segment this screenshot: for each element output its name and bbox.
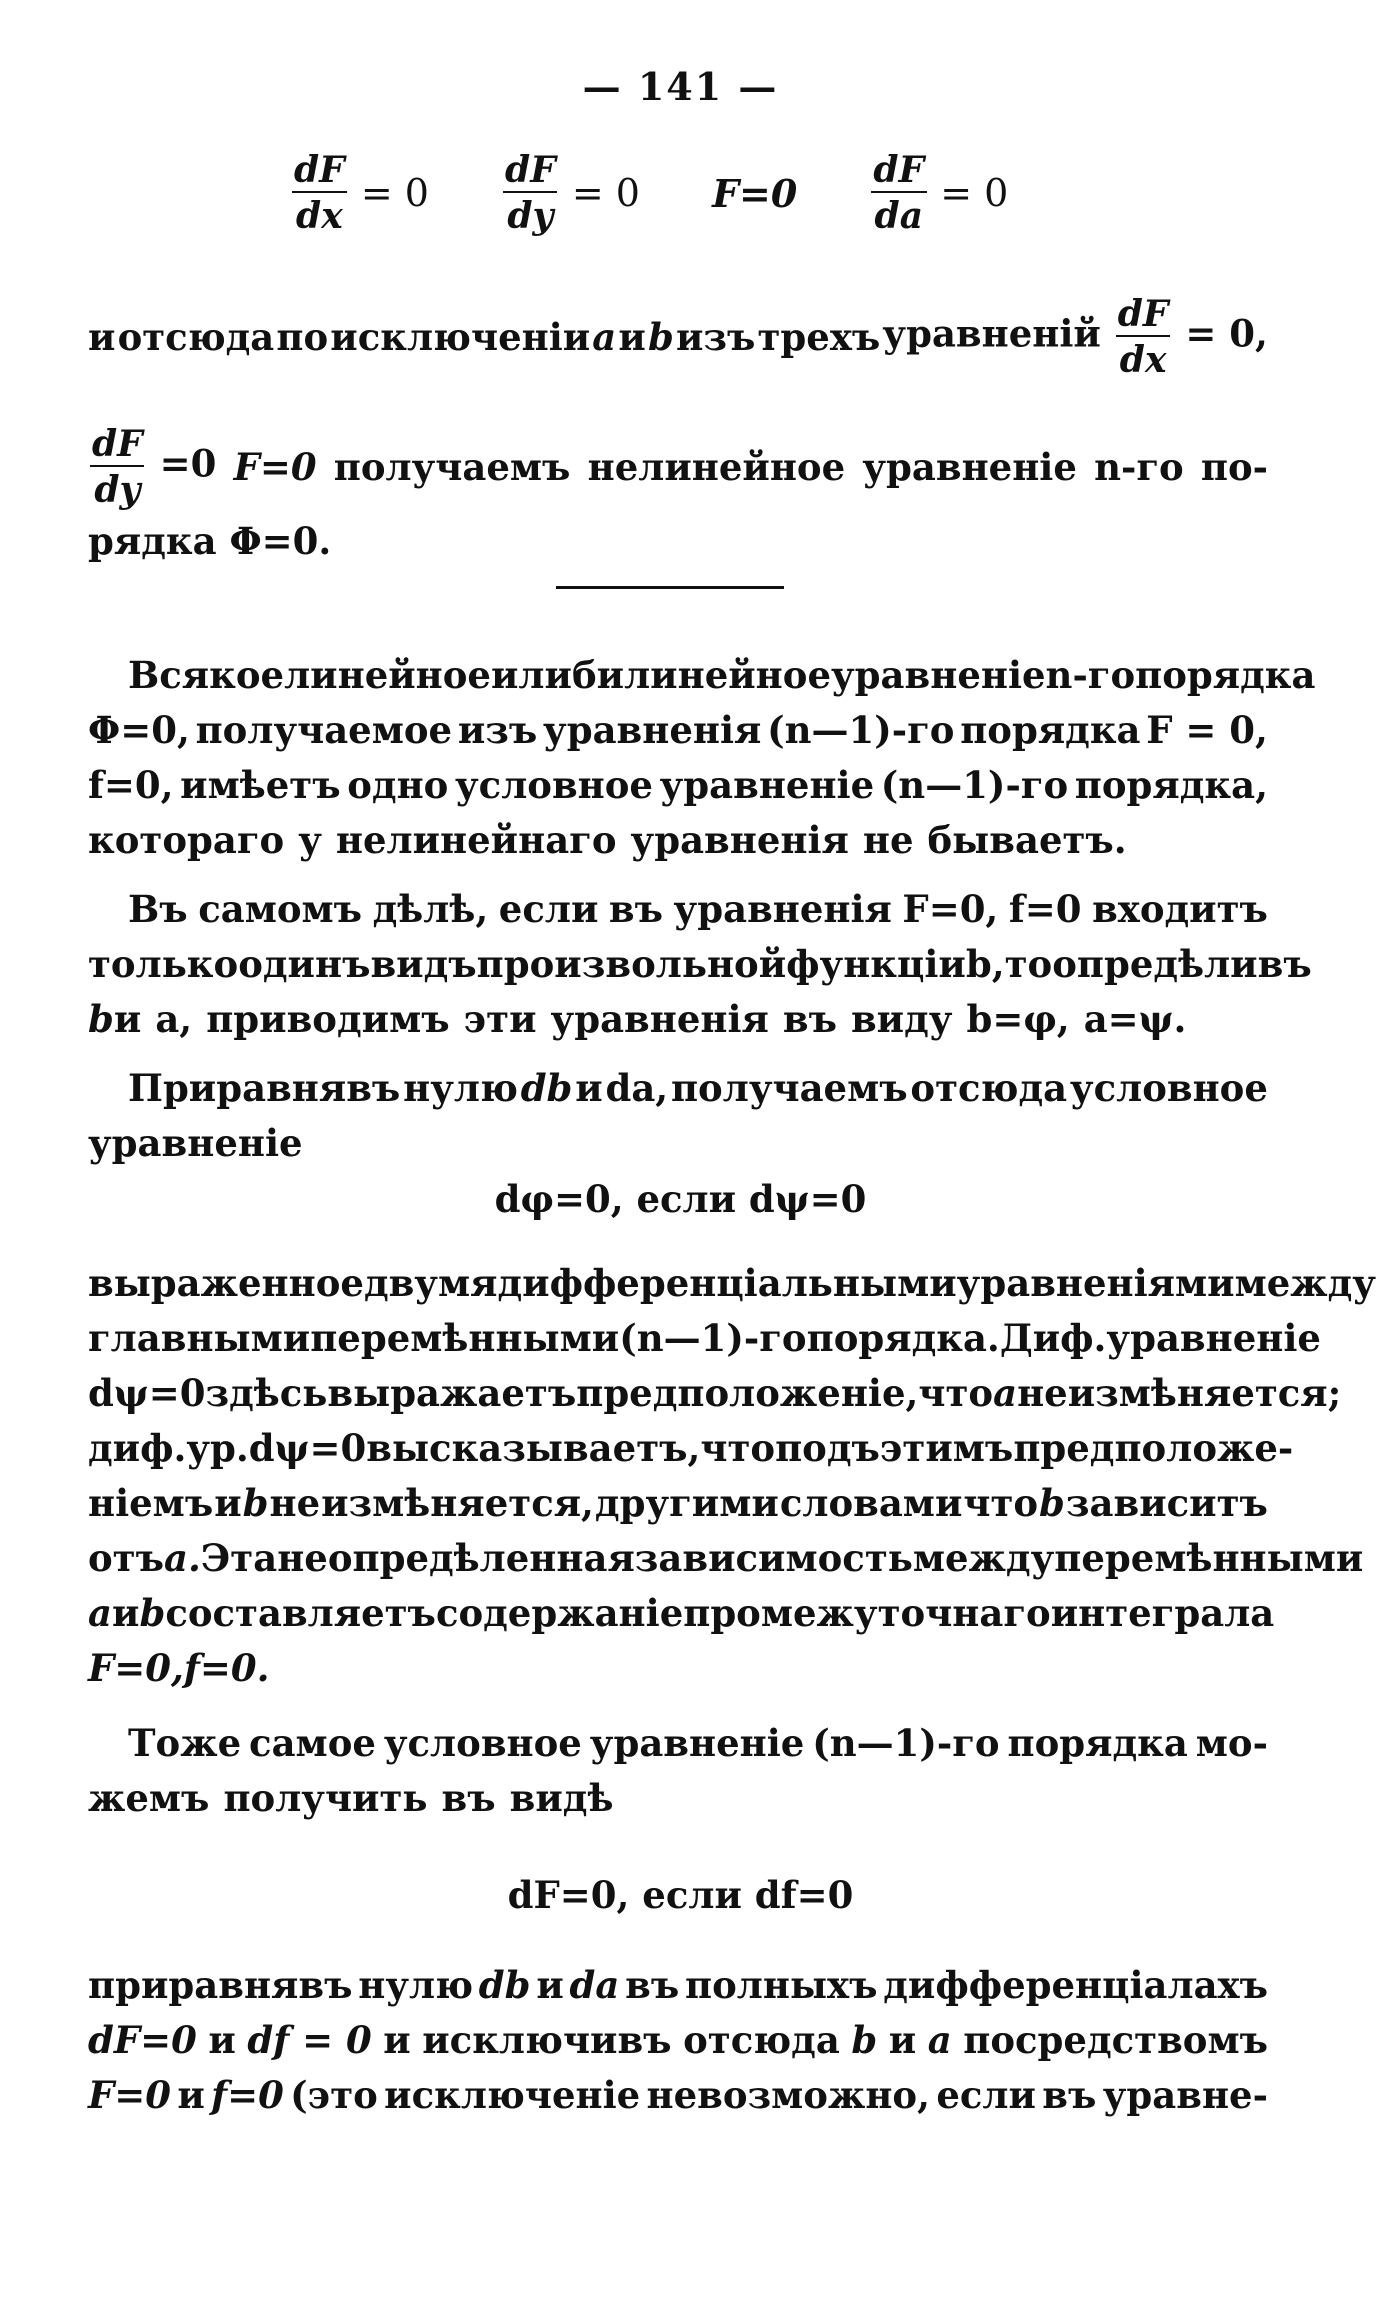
text-token: предположе- — [1013, 1426, 1294, 1470]
text-token: приравнявъ — [88, 1963, 353, 2007]
text-token: dy — [503, 191, 557, 234]
text-token: a=ψ. — [1083, 997, 1187, 1041]
text-token: условное — [454, 763, 653, 807]
text-token: уравненія — [550, 997, 769, 1041]
text-token: получаемъ — [670, 1066, 908, 1110]
text-token: b — [647, 315, 674, 359]
text-token: порядка — [960, 708, 1141, 752]
text-token: полныхъ — [685, 1963, 878, 2007]
fraction-dF-dx-inline — [1114, 293, 1173, 381]
text-token: da — [569, 1963, 620, 2007]
text-token: произвольной — [476, 942, 787, 986]
text-token: отсюда — [117, 315, 275, 359]
fraction-dF-da — [869, 149, 928, 237]
text-token: Φ=0, — [88, 708, 190, 752]
equation-term: = 0 — [940, 171, 1009, 215]
text-token: Эта — [200, 1536, 278, 1580]
text-token: a — [993, 1371, 1018, 1415]
text-token: уравненій — [882, 311, 1101, 356]
para4-line-4 — [88, 1421, 1294, 1475]
text-token: интеграла — [1050, 1591, 1275, 1635]
text-token: a, — [155, 997, 193, 1041]
text-token: F=0 — [233, 445, 317, 489]
para1-line-3 — [88, 758, 1268, 812]
para6-line-2 — [88, 2013, 1268, 2067]
text-token: f=0, — [88, 763, 174, 807]
text-token: Диф. — [999, 1316, 1107, 1360]
text-token: изъ — [675, 315, 756, 359]
equation-term: = 0 — [571, 171, 640, 215]
text-token: опредѣливъ — [1052, 942, 1312, 986]
text-token: и — [111, 1591, 140, 1635]
para3-line-2 — [88, 1116, 1268, 1170]
para4-line-7 — [88, 1586, 1275, 1640]
text-token: db — [478, 1963, 531, 2007]
text-token: (это — [290, 2073, 378, 2117]
text-token: исключеніи — [330, 315, 591, 359]
text-token: бываетъ. — [927, 818, 1127, 862]
text-token: b — [88, 997, 114, 1041]
text-token: не — [269, 1481, 321, 1525]
text-token: между — [912, 1536, 1055, 1580]
text-token: въ — [782, 997, 837, 1041]
para5-line-2 — [88, 1771, 1268, 1825]
text-token: въ — [608, 887, 664, 931]
text-token: посредствомъ — [963, 2018, 1268, 2062]
text-token: порядка — [1135, 653, 1316, 697]
page-number: — 141 — — [582, 64, 779, 109]
text-token: получаемъ — [333, 445, 571, 489]
text-token: отъ — [88, 1536, 164, 1580]
para5-line-1 — [128, 1716, 1268, 1770]
text-token: отсюда — [910, 1066, 1068, 1110]
text-token: невозможно, — [646, 2073, 930, 2117]
text-token: подъ — [775, 1426, 880, 1470]
text-token: уравненіями — [956, 1261, 1235, 1305]
text-token: уравненіе — [831, 653, 1046, 697]
text-token: дифференціалахъ — [883, 1963, 1268, 2007]
text-token: и — [113, 997, 142, 1041]
text-token: и — [383, 2018, 411, 2062]
text-token: другими — [594, 1481, 779, 1525]
text-token: дѣлѣ, — [372, 887, 489, 931]
text-token: изъ — [457, 708, 538, 752]
text-token: предположеніе, — [576, 1371, 919, 1415]
text-token: db — [520, 1066, 573, 1110]
text-token: dx — [1116, 335, 1171, 378]
para4-line-3 — [88, 1366, 1342, 1420]
text-token: то — [1004, 942, 1053, 986]
intro-line-2 — [88, 423, 1268, 511]
text-token: отсюда — [683, 2018, 840, 2062]
text-token: этимъ — [879, 1426, 1014, 1470]
text-token: нулю — [403, 1066, 518, 1110]
text-token: что — [918, 1371, 994, 1415]
text-token: если — [936, 2073, 1036, 2117]
text-token: что — [700, 1426, 776, 1470]
text-token: условное — [1069, 1066, 1268, 1110]
text-token: главными — [88, 1316, 311, 1360]
text-token: словами — [779, 1481, 963, 1525]
text-token: и — [88, 315, 116, 359]
text-token: и — [208, 2018, 236, 2062]
text-token: da — [871, 191, 928, 234]
fraction-dF-dy-inline — [88, 423, 147, 511]
text-token: одинъ — [238, 942, 371, 986]
text-token: исключивъ — [422, 2018, 672, 2062]
text-token: исключеніе — [384, 2073, 641, 2117]
equation-term: F=0 — [712, 170, 798, 216]
text-token: (n—1)-го — [880, 763, 1069, 807]
text-token: измѣняется; — [1067, 1371, 1342, 1415]
text-token: и — [888, 2018, 917, 2062]
text-token: f=0. — [183, 1646, 270, 1690]
text-token: одно — [347, 763, 449, 807]
text-token: перемѣнными — [310, 1316, 620, 1360]
fraction-dF-dx — [290, 149, 349, 237]
text-token: Въ — [128, 887, 188, 931]
text-token: F = 0, — [1146, 708, 1268, 752]
text-token: порядка, — [1074, 763, 1268, 807]
text-token: въ — [1042, 2073, 1097, 2117]
text-token: въ — [441, 1776, 496, 1820]
text-token: b=φ, — [966, 997, 1070, 1041]
text-token: dF — [1117, 293, 1169, 335]
para1-line-2 — [88, 703, 1268, 757]
text-token: выраженное — [88, 1261, 364, 1305]
text-token: df = 0 — [247, 2018, 372, 2062]
text-token: получаемое — [195, 708, 453, 752]
text-token: условное — [383, 1721, 582, 1765]
text-token: линейное — [284, 653, 491, 697]
text-token: ур. — [186, 1426, 249, 1470]
text-token: если — [498, 887, 599, 931]
para4-line-8 — [88, 1641, 1268, 1695]
para4-line-1 — [88, 1256, 1376, 1310]
text-token: приводимъ — [206, 997, 450, 1041]
text-token: b — [139, 1591, 166, 1635]
text-token: a. — [164, 1536, 201, 1580]
text-token: имѣетъ — [180, 763, 341, 807]
text-token: Тоже — [128, 1721, 242, 1765]
text-token: уравненія — [673, 887, 892, 931]
para6-line-3 — [88, 2068, 1268, 2122]
text-token: диф. — [88, 1426, 187, 1470]
para4-line-2 — [88, 1311, 1321, 1365]
para4-line-5 — [88, 1476, 1268, 1530]
text-token: трехъ — [757, 315, 881, 359]
text-token: нелинейное — [587, 445, 846, 489]
para2-line-1 — [128, 882, 1268, 936]
text-token: дифференціальными — [497, 1261, 957, 1305]
text-token: F=0, — [902, 887, 999, 931]
text-token: dF=0 — [88, 2018, 197, 2062]
text-token: da, — [605, 1066, 669, 1110]
text-token: не — [862, 818, 914, 862]
text-token: уравненіе — [589, 1721, 805, 1765]
text-token: промежуточнаго — [683, 1591, 1051, 1635]
text-token: нулю — [358, 1963, 474, 2007]
text-token: и — [214, 1481, 242, 1525]
text-token: функціи — [786, 942, 966, 986]
text-token: уравненія — [543, 708, 762, 752]
text-token: неопредѣленная — [277, 1536, 635, 1580]
text-token: dy — [90, 465, 144, 508]
text-token: самое — [249, 1721, 376, 1765]
text-token: ніемъ — [88, 1481, 214, 1525]
text-token: между — [1234, 1261, 1376, 1305]
text-token: dF — [294, 149, 345, 191]
text-token: измѣняется, — [321, 1481, 594, 1525]
text-token: dψ=0 — [248, 1426, 367, 1470]
text-token: уравненіе — [862, 445, 1077, 489]
fraction-dF-dy — [501, 149, 560, 237]
text-token: видъ — [370, 942, 477, 986]
para1-line-1 — [128, 648, 1316, 702]
text-token: билинейное — [571, 653, 831, 697]
text-token: не — [1017, 1371, 1068, 1415]
text-token: n-го — [1094, 445, 1184, 489]
text-token: (n—1)-го — [767, 708, 955, 752]
text-token: перемѣнными — [1054, 1536, 1364, 1580]
text-token: по — [276, 315, 329, 359]
text-token: что — [963, 1481, 1039, 1525]
text-token: f=0 — [1008, 887, 1082, 931]
text-token: по- — [1200, 445, 1268, 489]
centered-equation-1: dφ=0, если dψ=0 — [494, 1177, 867, 1221]
text-token: и — [575, 1066, 603, 1110]
text-token: a — [927, 2018, 952, 2062]
text-token: уравненія — [630, 818, 849, 862]
centered-equation-2: dF=0, если df=0 — [507, 1873, 854, 1917]
text-token: b — [851, 2018, 878, 2062]
text-token: и — [618, 315, 646, 359]
text-token: уравненіе — [88, 1121, 303, 1165]
text-token: видѣ — [509, 1776, 614, 1820]
text-token: уравненіе — [1106, 1316, 1321, 1360]
text-token: эти — [463, 997, 537, 1041]
text-token: (n—1)-го — [619, 1316, 807, 1360]
text-token: зависитъ — [1065, 1481, 1268, 1525]
text-token: высказываетъ, — [366, 1426, 701, 1470]
text-token: уравне- — [1102, 2073, 1268, 2117]
para3-line-1 — [128, 1061, 1268, 1115]
text-token: dF — [92, 423, 143, 465]
text-token: dF — [505, 149, 556, 191]
text-token: b — [242, 1481, 269, 1525]
text-token: Приравнявъ — [128, 1066, 401, 1110]
text-token: b, — [965, 942, 1005, 986]
intro-line-3 — [88, 514, 1268, 568]
text-token: dψ=0 — [88, 1371, 206, 1415]
text-token: котораго — [88, 818, 285, 862]
text-token: у — [298, 818, 322, 862]
text-token: здѣсь — [205, 1371, 328, 1415]
text-token: или — [490, 653, 572, 697]
para6-line-1 — [88, 1958, 1268, 2012]
text-token: dF — [873, 149, 925, 191]
text-token: уравненіе — [659, 763, 875, 807]
text-token: dx — [292, 191, 347, 234]
intro-line-1 — [88, 293, 1268, 381]
text-token: и — [177, 2073, 205, 2117]
text-token: (n—1)-го — [812, 1721, 1000, 1765]
text-token: = 0, — [1185, 311, 1268, 356]
text-token: порядка. — [806, 1316, 1000, 1360]
text-token: F=0 — [88, 2073, 172, 2117]
para2-line-2 — [88, 937, 1312, 991]
text-token: f=0 — [211, 2073, 284, 2117]
text-token: получить — [223, 1776, 428, 1820]
text-token: F=0, — [88, 1646, 184, 1690]
text-token: виду — [850, 997, 953, 1041]
text-token: самомъ — [198, 887, 363, 931]
equation-term: = 0 — [360, 171, 429, 215]
text-token: a — [592, 315, 617, 359]
para2-line-3 — [88, 992, 1268, 1046]
text-token: мо- — [1195, 1721, 1268, 1765]
text-token: b — [1039, 1481, 1065, 1525]
text-token: зависимость — [634, 1536, 913, 1580]
para4-line-6 — [88, 1531, 1364, 1585]
text-token: только — [88, 942, 239, 986]
text-token: въ — [625, 1963, 680, 2007]
para1-line-4 — [88, 813, 1268, 867]
text-token: нелинейнаго — [335, 818, 617, 862]
text-token: составляетъ — [165, 1591, 436, 1635]
top-equation — [290, 149, 1009, 237]
text-token: a — [88, 1591, 112, 1635]
text-token: n-го — [1045, 653, 1136, 697]
text-token: и — [536, 1963, 564, 2007]
text-token: выражаетъ — [327, 1371, 577, 1415]
text-token: порядка — [1007, 1721, 1188, 1765]
text-token: рядка Φ=0. — [88, 519, 332, 563]
text-token: входитъ — [1092, 887, 1268, 931]
text-token: Всякое — [128, 653, 285, 697]
text-token: двумя — [363, 1261, 498, 1305]
text-token: жемъ — [88, 1776, 210, 1820]
text-token: содержаніе — [435, 1591, 684, 1635]
section-divider — [556, 586, 784, 589]
text-token: =0 — [159, 441, 217, 486]
